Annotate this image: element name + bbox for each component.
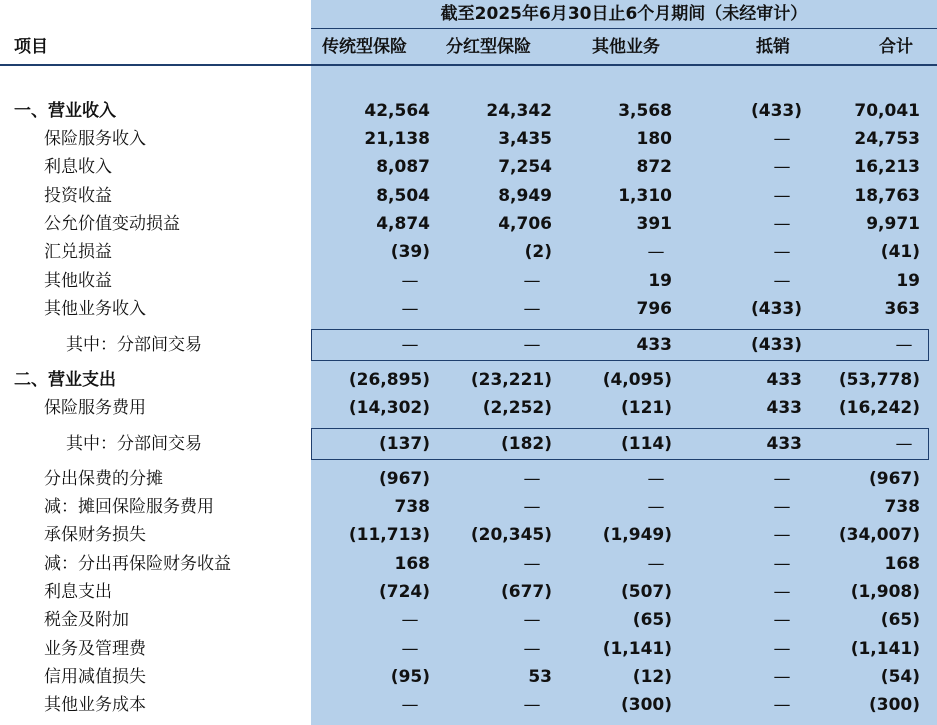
cell-value: (65)	[632, 610, 672, 630]
cell-value: 24,753	[854, 129, 920, 149]
cell-value: —	[773, 667, 791, 687]
cell-value: —	[773, 242, 791, 262]
cell-value: (433)	[750, 335, 802, 355]
col-header-traditional: 传统型保险	[322, 37, 407, 57]
cell-value: (2,252)	[482, 398, 552, 418]
cell-value: (137)	[378, 434, 430, 454]
cell-value: (54)	[880, 667, 920, 687]
cell-value: (26,895)	[348, 370, 430, 390]
row-label: 减：摊回保险服务费用	[44, 497, 214, 517]
cell-value: —	[773, 469, 791, 489]
cell-value: (34,007)	[838, 525, 920, 545]
row-label: 投资收益	[44, 186, 112, 206]
cell-value: (967)	[378, 469, 430, 489]
cell-value: —	[895, 434, 913, 454]
cell-value: 8,087	[376, 157, 430, 177]
cell-value: 8,504	[376, 186, 430, 206]
cell-value: 433	[766, 434, 802, 454]
cell-value: —	[401, 299, 419, 319]
cell-value: (4,095)	[602, 370, 672, 390]
cell-value: —	[773, 695, 791, 715]
cell-value: 70,041	[854, 101, 920, 121]
table-row	[0, 635, 937, 663]
cell-value: (95)	[390, 667, 430, 687]
cell-value: 168	[394, 554, 430, 574]
row-label: 保险服务收入	[44, 129, 146, 149]
cell-value: (53,778)	[838, 370, 920, 390]
header-divider	[0, 64, 937, 66]
table-row	[0, 578, 937, 606]
cell-value: —	[773, 554, 791, 574]
table-row	[0, 394, 937, 422]
cell-value: 4,874	[376, 214, 430, 234]
cell-value: 180	[636, 129, 672, 149]
row-label: 公允价值变动损益	[44, 214, 180, 234]
cell-value: 7,254	[498, 157, 552, 177]
cell-value: —	[523, 469, 541, 489]
cell-value: 24,342	[486, 101, 552, 121]
cell-value: (14,302)	[348, 398, 430, 418]
row-label: 二、营业支出	[14, 370, 116, 390]
cell-value: —	[523, 335, 541, 355]
cell-value: 168	[884, 554, 920, 574]
cell-value: —	[523, 497, 541, 517]
cell-value: 16,213	[854, 157, 920, 177]
cell-value: —	[647, 554, 665, 574]
cell-value: (16,242)	[838, 398, 920, 418]
table-row	[0, 493, 937, 521]
table-row	[0, 691, 937, 719]
cell-value: (20,345)	[470, 525, 552, 545]
table-row	[0, 97, 937, 125]
cell-value: —	[523, 639, 541, 659]
cell-value: —	[773, 157, 791, 177]
row-label: 一、营业收入	[14, 101, 116, 121]
cell-value: 3,568	[618, 101, 672, 121]
row-label: 利息支出	[44, 582, 112, 602]
col-header-item: 项目	[14, 37, 48, 57]
cell-value: 433	[636, 335, 672, 355]
cell-value: 872	[636, 157, 672, 177]
row-label: 分出保费的分摊	[44, 469, 163, 489]
table-row	[0, 465, 937, 493]
cell-value: 433	[766, 370, 802, 390]
table-row	[0, 210, 937, 238]
cell-value: (433)	[750, 101, 802, 121]
cell-value: (182)	[500, 434, 552, 454]
cell-value: —	[647, 469, 665, 489]
period-header: 截至2025年6月30日止6个月期间（未经审计）	[311, 0, 937, 29]
cell-value: 19	[896, 271, 920, 291]
cell-value: (65)	[880, 610, 920, 630]
table-row	[0, 153, 937, 181]
table-row	[0, 663, 937, 691]
cell-value: (724)	[378, 582, 430, 602]
cell-value: (300)	[620, 695, 672, 715]
cell-value: (39)	[390, 242, 430, 262]
cell-value: —	[523, 610, 541, 630]
cell-value: (12)	[632, 667, 672, 687]
cell-value: (1,949)	[602, 525, 672, 545]
table-row	[0, 521, 937, 549]
column-header-row	[0, 30, 937, 64]
cell-value: —	[773, 186, 791, 206]
row-label: 保险服务费用	[44, 398, 146, 418]
table-row	[0, 238, 937, 266]
cell-value: —	[895, 335, 913, 355]
cell-value: (677)	[500, 582, 552, 602]
cell-value: (1,141)	[850, 639, 920, 659]
cell-value: (433)	[750, 299, 802, 319]
table-row	[0, 295, 937, 323]
cell-value: 738	[394, 497, 430, 517]
cell-value: —	[401, 335, 419, 355]
row-label: 业务及管理费	[44, 639, 146, 659]
cell-value: 21,138	[364, 129, 430, 149]
cell-value: 4,706	[498, 214, 552, 234]
cell-value: 738	[884, 497, 920, 517]
cell-value: 363	[884, 299, 920, 319]
cell-value: (114)	[620, 434, 672, 454]
cell-value: 3,435	[498, 129, 552, 149]
cell-value: (1,908)	[850, 582, 920, 602]
row-label: 利息收入	[44, 157, 112, 177]
cell-value: —	[401, 610, 419, 630]
cell-value: 433	[766, 398, 802, 418]
cell-value: —	[773, 525, 791, 545]
cell-value: —	[773, 610, 791, 630]
table-row	[0, 331, 937, 359]
cell-value: (2)	[524, 242, 552, 262]
row-label: 税金及附加	[44, 610, 129, 630]
cell-value: —	[401, 695, 419, 715]
cell-value: —	[523, 299, 541, 319]
cell-value: (41)	[880, 242, 920, 262]
table-row	[0, 430, 937, 458]
cell-value: 42,564	[364, 101, 430, 121]
table-row	[0, 366, 937, 394]
cell-value: 391	[636, 214, 672, 234]
table-row	[0, 125, 937, 153]
cell-value: —	[647, 242, 665, 262]
table-row	[0, 606, 937, 634]
row-label: 其他收益	[44, 271, 112, 291]
cell-value: 9,971	[866, 214, 920, 234]
cell-value: 796	[636, 299, 672, 319]
cell-value: (1,141)	[602, 639, 672, 659]
cell-value: 19	[648, 271, 672, 291]
cell-value: —	[401, 639, 419, 659]
cell-value: —	[647, 497, 665, 517]
cell-value: 18,763	[854, 186, 920, 206]
cell-value: —	[773, 639, 791, 659]
row-label: 信用减值损失	[44, 667, 146, 687]
row-label: 承保财务损失	[44, 525, 146, 545]
cell-value: —	[523, 554, 541, 574]
row-label: 其他业务收入	[44, 299, 146, 319]
cell-value: (23,221)	[470, 370, 552, 390]
cell-value: —	[773, 129, 791, 149]
cell-value: —	[523, 271, 541, 291]
cell-value: —	[523, 695, 541, 715]
cell-value: —	[773, 497, 791, 517]
cell-value: 53	[528, 667, 552, 687]
cell-value: —	[773, 582, 791, 602]
cell-value: 1,310	[618, 186, 672, 206]
table-row	[0, 267, 937, 295]
col-header-participating: 分红型保险	[446, 37, 531, 57]
col-header-elimination: 抵销	[756, 37, 790, 57]
row-label: 汇兑损益	[44, 242, 112, 262]
row-label: 其他业务成本	[44, 695, 146, 715]
cell-value: (507)	[620, 582, 672, 602]
cell-value: —	[773, 214, 791, 234]
row-label: 其中：分部间交易	[66, 335, 202, 355]
cell-value: 8,949	[498, 186, 552, 206]
cell-value: (967)	[868, 469, 920, 489]
col-header-total: 合计	[879, 37, 913, 57]
row-label: 减：分出再保险财务收益	[44, 554, 231, 574]
cell-value: —	[773, 271, 791, 291]
cell-value: (300)	[868, 695, 920, 715]
row-label: 其中：分部间交易	[66, 434, 202, 454]
cell-value: (11,713)	[348, 525, 430, 545]
table-row	[0, 182, 937, 210]
table-row	[0, 550, 937, 578]
col-header-other: 其他业务	[592, 37, 660, 57]
cell-value: (121)	[620, 398, 672, 418]
cell-value: —	[401, 271, 419, 291]
